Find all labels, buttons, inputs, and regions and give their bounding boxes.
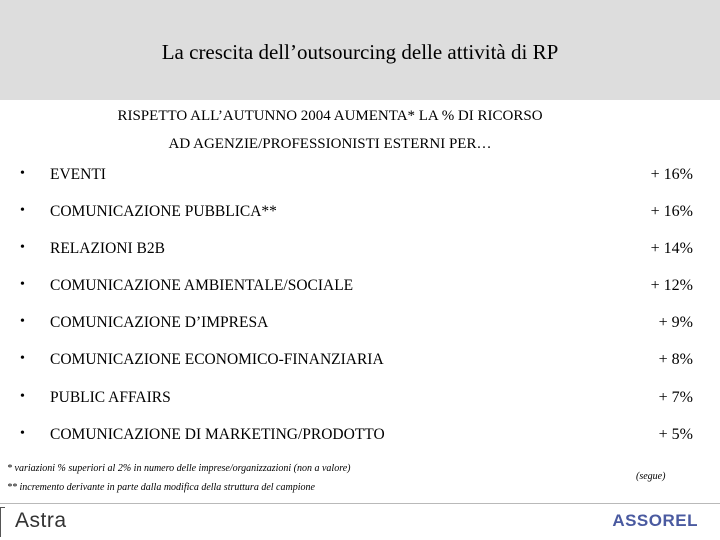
item-value: + 12% [650,277,693,294]
bullet-icon: • [20,203,25,218]
item-label: COMUNICAZIONE AMBIENTALE/SOCIALE [50,277,354,294]
bullet-icon: • [20,314,25,329]
item-label: RELAZIONI B2B [50,240,165,257]
footnote-1: * variazioni % superiori al 2% in numero delle imprese/organizzazioni (non a valore) [7,463,351,474]
slide-title: La crescita dell’outsourcing delle attività di RP [161,40,559,64]
astra-logo-text: Astra [15,509,67,532]
list-item [0,314,720,338]
list-item [0,203,720,227]
item-label: EVENTI [50,166,106,183]
item-value: + 16% [650,203,693,220]
list-item [0,389,720,413]
item-label: COMUNICAZIONE D’IMPRESA [50,314,269,331]
list-item [0,351,720,375]
list-item [0,426,720,450]
intro-line-2: AD AGENZIE/PROFESSIONISTI ESTERNI PER… [168,136,492,152]
footer-divider [0,503,720,504]
list-item [0,240,720,264]
list-item [0,277,720,301]
item-label: PUBLIC AFFAIRS [50,389,171,406]
item-value: + 9% [658,314,693,331]
bullet-icon: • [20,166,25,181]
bullet-icon: • [20,277,25,292]
intro-line-1: RISPETTO ALL’AUTUNNO 2004 AUMENTA* LA % DI RICORSO [117,108,543,124]
item-label: COMUNICAZIONE PUBBLICA** [50,203,277,220]
item-value: + 8% [658,351,693,368]
item-label: COMUNICAZIONE DI MARKETING/PRODOTTO [50,426,385,443]
bullet-icon: • [20,351,25,366]
segue-label: (segue) [636,471,666,482]
item-label: COMUNICAZIONE ECONOMICO-FINANZIARIA [50,351,384,368]
bullet-icon: • [20,240,25,255]
item-value: + 7% [658,389,693,406]
bullet-icon: • [20,426,25,441]
item-value: + 14% [650,240,693,257]
bullet-icon: • [20,389,25,404]
astra-logo [0,507,100,537]
list-item [0,166,720,190]
footnote-2: ** incremento derivante in parte dalla modifica della struttura del campione [7,482,315,493]
item-value: + 5% [658,426,693,443]
assorel-logo: ASSOREL [612,511,698,530]
item-value: + 16% [650,166,693,183]
logo-corner-icon [0,507,5,537]
